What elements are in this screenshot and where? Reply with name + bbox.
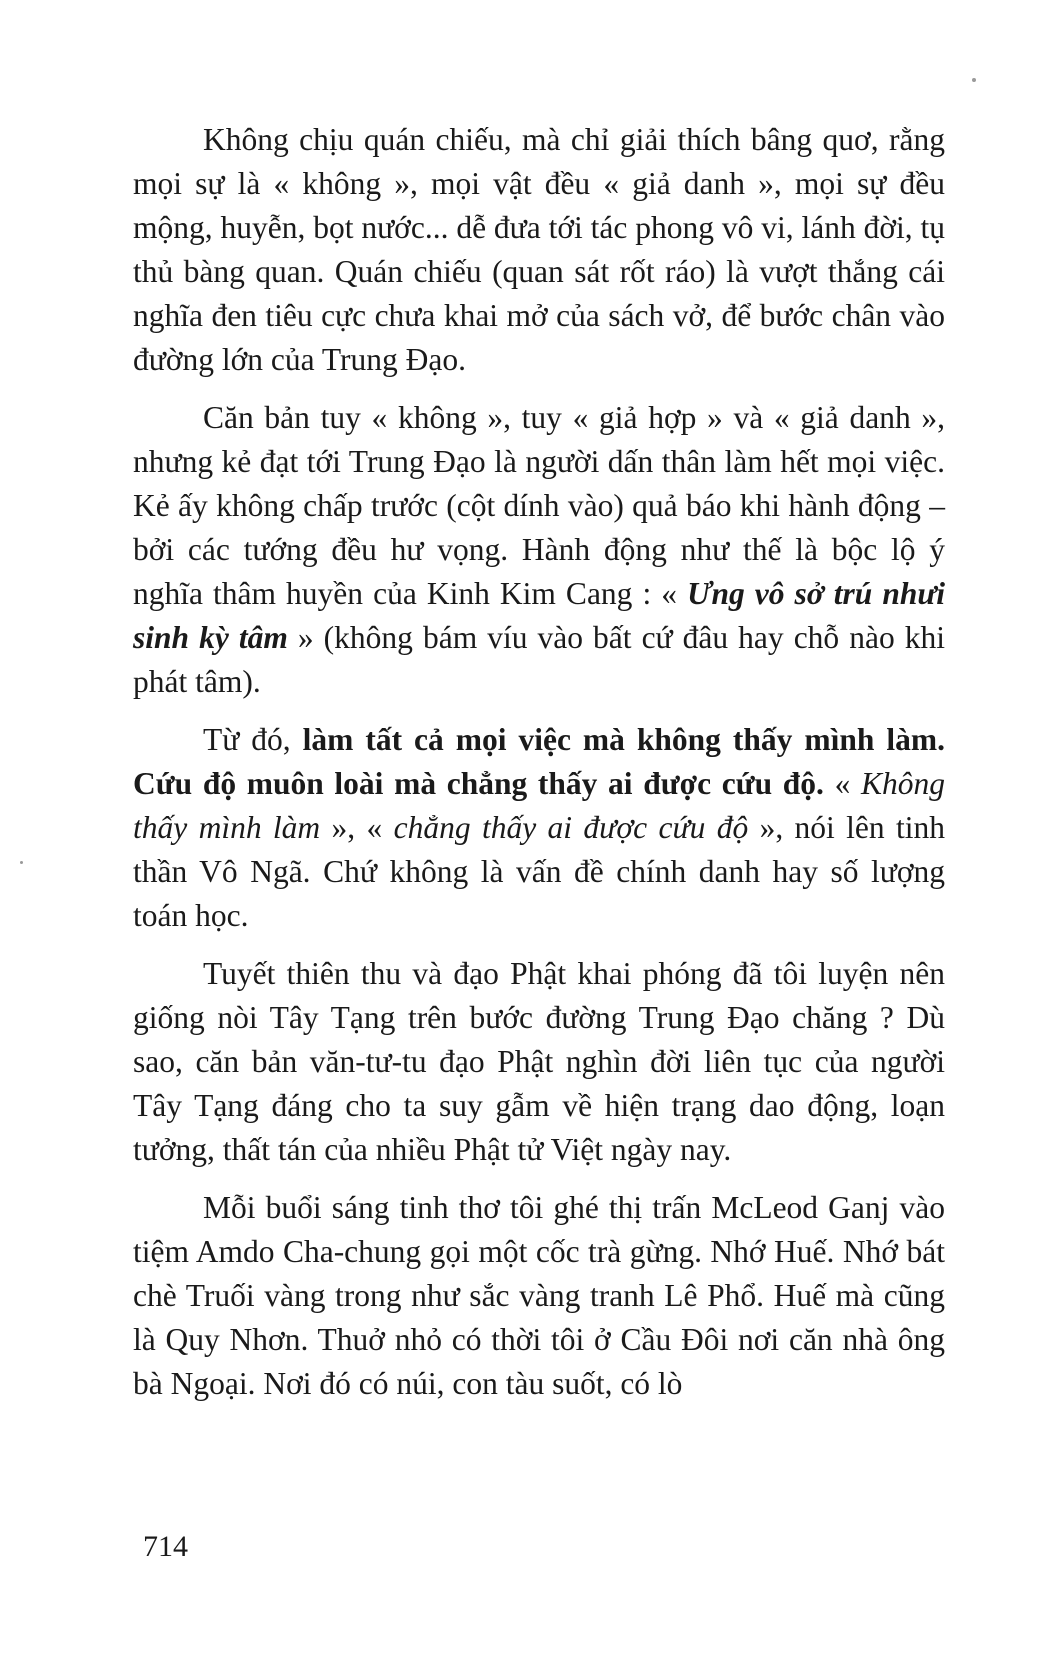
scan-speck xyxy=(972,78,976,82)
text-run: », nói lên tinh thần Vô Ngã. Chứ không là vấn đề chính danh hay số lượng toán học. xyxy=(133,810,945,933)
paragraph xyxy=(133,718,945,938)
scan-speck xyxy=(20,861,23,864)
text-run: Từ đó, xyxy=(203,722,303,757)
body-text xyxy=(133,118,945,1406)
text-run: », « xyxy=(320,810,394,845)
paragraph xyxy=(133,118,945,382)
paragraph xyxy=(133,396,945,704)
text-run: » (không bám víu vào bất cứ đâu hay chỗ nào khi phát tâm). xyxy=(133,620,945,699)
italic-quote: Không thấy mình làm xyxy=(133,766,945,845)
page-number: 714 xyxy=(143,1530,188,1563)
italic-quote: chẳng thấy ai được cứu độ xyxy=(393,810,749,845)
text-run: Tuyết thiên thu và đạo Phật khai phóng đã tôi luyện nên giống nòi Tây Tạng trên bước đường Trung Đạo chăng ? Dù sao, căn bản văn-tư-tu đạo Phật nghìn đời liên tục của người Tây Tạng đáng cho ta suy gẫm về hiện trạng dao động, loạn tưởng, thất tán của nhiều Phật tử Việt ngày nay. xyxy=(133,956,945,1167)
bold-emphasis: làm tất cả mọi việc mà không thấy mình làm. Cứu độ muôn loài mà chẳng thấy ai được cứu độ. xyxy=(133,722,945,801)
paragraph xyxy=(133,1186,945,1406)
text-run: Mỗi buổi sáng tinh thơ tôi ghé thị trấn McLeod Ganj vào tiệm Amdo Cha-chung gọi một cốc trà gừng. Nhớ Huế. Nhớ bát chè Truối vàng trong như sắc vàng tranh Lê Phổ. Huế mà cũng là Quy Nhơn. Thuở nhỏ có thời tôi ở Cầu Đôi nơi căn nhà ông bà Ngoại. Nơi đó có núi, con tàu suốt, có lò xyxy=(133,1190,945,1401)
text-run: Căn bản tuy « không », tuy « giả hợp » và « giả danh », nhưng kẻ đạt tới Trung Đạo là người dấn thân làm hết mọi việc. Kẻ ấy không chấp trước (cột dính vào) quả báo khi hành động – bởi các tướng đều hư vọng. Hành động như thế là bộc lộ ý nghĩa thâm huyền của Kinh Kim Cang : « xyxy=(133,400,945,611)
text-run: « xyxy=(823,766,861,801)
text-run: Không chịu quán chiếu, mà chỉ giải thích bâng quơ, rằng mọi sự là « không », mọi vật đều « giả danh », mọi sự đều mộng, huyễn, bọt nước... dễ đưa tới tác phong vô vi, lánh đời, tụ thủ bàng quan. Quán chiếu (quan sát rốt ráo) là vượt thắng cái nghĩa đen tiêu cực chưa khai mở của sách vở, để bước chân vào đường lớn của Trung Đạo. xyxy=(133,122,946,377)
sutra-quote: Ưng vô sở trú nhưi sinh kỳ tâm xyxy=(133,576,946,655)
paragraph xyxy=(133,952,945,1172)
